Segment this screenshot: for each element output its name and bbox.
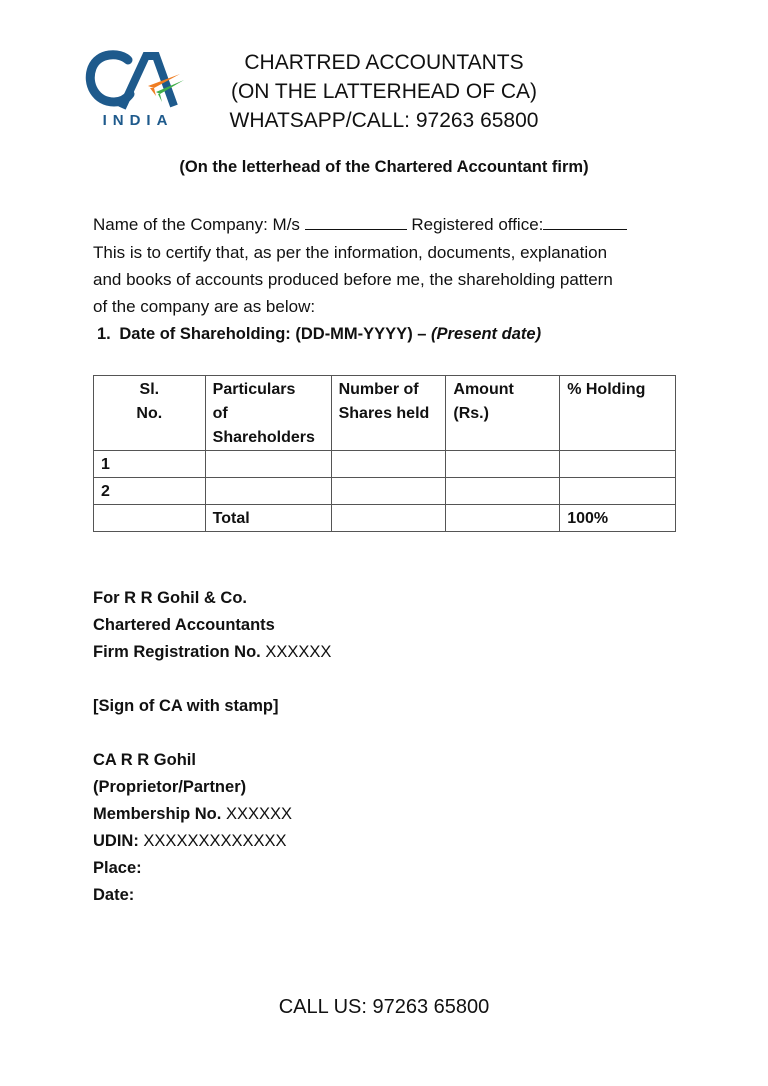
table-row (94, 478, 676, 505)
membership-label: Membership No. (93, 805, 222, 823)
cell-shares[interactable] (331, 451, 446, 478)
ca-india-logo (84, 48, 188, 132)
header-percent-holding: % Holding (560, 376, 676, 451)
document-subtitle: (On the letterhead of the Chartered Accountant firm) (179, 158, 589, 176)
letterhead-header (200, 48, 568, 135)
header-sl-no: Sl. No. (94, 376, 206, 451)
certify-line-2: and books of accounts produced before me, the shareholding pattern (93, 270, 613, 289)
cell-total-holding: 100% (560, 505, 676, 532)
frn-value: XXXXXX (265, 643, 332, 661)
header-line-note: (ON THE LATTERHEAD OF CA) (230, 80, 538, 103)
footer-contact: CALL US: 97263 65800 (278, 996, 490, 1018)
place-label: Place: (93, 859, 142, 877)
header-particulars: Particulars of Shareholders (205, 376, 331, 451)
firm-type: Chartered Accountants (93, 616, 275, 634)
cell-holding[interactable] (560, 451, 676, 478)
ca-name: CA R R Gohil (93, 751, 196, 769)
cell-amount[interactable] (446, 451, 560, 478)
header-amount: Amount (Rs.) (446, 376, 560, 451)
table-header-row (94, 376, 676, 451)
cell-particulars[interactable] (205, 451, 331, 478)
date-label: Date: (93, 886, 135, 904)
cell-holding[interactable] (560, 478, 676, 505)
cell-sl-no: 2 (94, 478, 206, 505)
table-row (94, 451, 676, 478)
udin-label: UDIN: (93, 832, 139, 850)
ca-logo-icon (84, 48, 188, 114)
item-text: Date of Shareholding: (DD-MM-YYYY) – (119, 325, 432, 343)
signature-firm-block (93, 585, 331, 666)
shareholding-table (93, 375, 676, 532)
item-number: 1. (97, 325, 111, 343)
certify-line-1: This is to certify that, as per the information, documents, explanation (93, 243, 608, 262)
cell-shares[interactable] (331, 478, 446, 505)
cell-total-label: Total (205, 505, 331, 532)
sign-note: [Sign of CA with stamp] (93, 697, 279, 715)
cell-sl-no: 1 (94, 451, 206, 478)
table-total-row (94, 505, 676, 532)
company-name-blank[interactable] (305, 213, 407, 230)
company-label: Name of the Company: M/s (93, 215, 300, 234)
header-line-firm: CHARTRED ACCOUNTANTS (244, 51, 524, 74)
role: (Proprietor/Partner) (93, 778, 247, 796)
shareholding-date-item (97, 321, 697, 348)
signatory-block (93, 747, 292, 909)
cell-amount[interactable] (446, 478, 560, 505)
frn-label: Firm Registration No. (93, 643, 261, 661)
cell-sl-no (94, 505, 206, 532)
logo-text: INDIA (102, 112, 174, 129)
office-blank[interactable] (543, 213, 627, 230)
firm-line: For R R Gohil & Co. (93, 589, 247, 607)
office-label: Registered office: (411, 215, 544, 234)
certify-line-3: of the company are as below: (93, 297, 316, 316)
header-line-contact: WHATSAPP/CALL: 97263 65800 (229, 109, 539, 132)
cell-particulars[interactable] (205, 478, 331, 505)
cell-total-shares[interactable] (331, 505, 446, 532)
company-line (93, 211, 693, 238)
header-number-of-shares: Number of Shares held (331, 376, 446, 451)
udin-value: XXXXXXXXXXXXX (143, 832, 287, 850)
cell-total-amount[interactable] (446, 505, 560, 532)
item-italic: (Present date) (431, 325, 542, 343)
membership-value: XXXXXX (225, 805, 292, 823)
